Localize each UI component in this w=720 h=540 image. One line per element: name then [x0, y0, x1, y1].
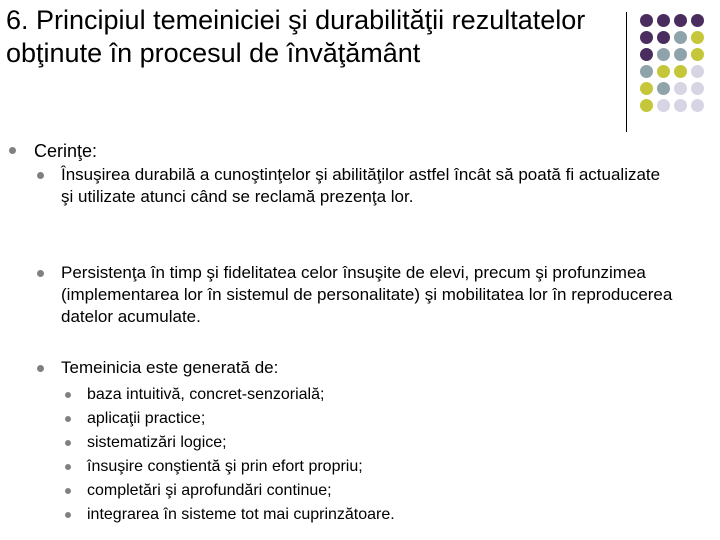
bullet-dot: [37, 270, 44, 277]
decorative-dot: [640, 99, 653, 112]
decorative-dot: [640, 82, 653, 95]
bullet-dot: [65, 416, 71, 422]
subpoint-text: integrarea în sisteme tot mai cuprinzătoare.: [87, 506, 395, 523]
bullet-dot: [65, 440, 71, 446]
decorative-dot: [640, 31, 653, 44]
bullet-dot: [65, 488, 71, 494]
subpoint-text: sistematizări logice;: [87, 434, 227, 451]
decorative-dot: [657, 48, 670, 61]
bullet-dot: [65, 512, 71, 518]
decorative-dot: [657, 99, 670, 112]
decorative-dot: [674, 65, 687, 78]
decorative-dot: [640, 65, 653, 78]
subpoint-text: aplicaţii practice;: [87, 410, 206, 427]
decorative-dot: [691, 48, 704, 61]
subpoint-text: baza intuitivă, concret-senzorială;: [87, 386, 325, 403]
subpoint-text: însuşire conştientă şi prin efort propriu;: [87, 458, 363, 475]
decorative-dot: [657, 14, 670, 27]
point-text: Însuşirea durabilă a cunoştinţelor şi abilităţilor astfel încât să poată fi actualizate şi utilizate atunci când se reclamă prezenţa lor.: [61, 165, 661, 206]
decorative-dot: [674, 82, 687, 95]
decorative-dot: [691, 65, 704, 78]
decorative-dot: [674, 31, 687, 44]
decorative-dot: [657, 31, 670, 44]
subpoint-text: completări şi aprofundări continue;: [87, 482, 332, 499]
point-text: Persistenţa în timp şi fidelitatea celor însuşite de elevi, precum şi profunzimea (implementarea lor în sistemul de personalitate) şi mobilitatea lor în reproducerea datelor acumulate.: [61, 263, 673, 326]
decorative-dot: [691, 31, 704, 44]
decorative-dot: [640, 14, 653, 27]
decorative-dot: [674, 14, 687, 27]
requirements-label: Cerinţe:: [34, 141, 98, 161]
slide-title: 6. Principiul temeiniciei şi durabilităţii rezultatelor obţinute în procesul de învăţământ: [6, 5, 586, 68]
decorative-dot-grid: [640, 14, 704, 112]
decorative-dot: [657, 65, 670, 78]
decorative-dot: [691, 14, 704, 27]
bullet-dot: [65, 392, 71, 398]
point-text: Temeinicia este generată de:: [61, 358, 279, 377]
bullet-dot: [65, 464, 71, 470]
bullet-dot: [37, 172, 44, 179]
decorative-dot: [640, 48, 653, 61]
decorative-dot: [674, 48, 687, 61]
bullet-dot: [9, 147, 16, 154]
decorative-dot: [657, 82, 670, 95]
bullet-dot: [37, 365, 44, 372]
decorative-dot: [691, 99, 704, 112]
title-divider-line: [626, 12, 627, 132]
decorative-dot: [691, 82, 704, 95]
decorative-dot: [674, 99, 687, 112]
